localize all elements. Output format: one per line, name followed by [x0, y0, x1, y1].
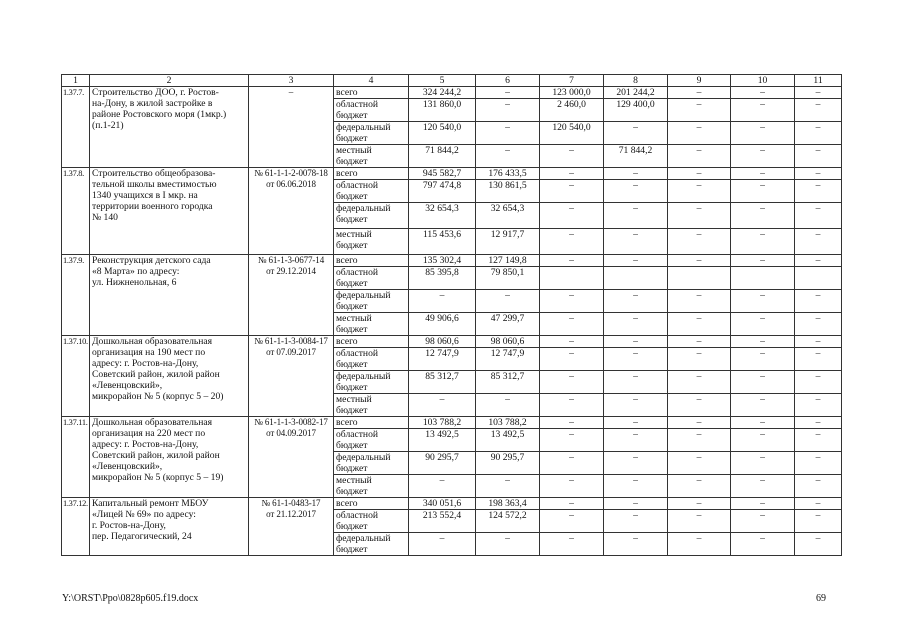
amount-cell: –	[668, 122, 731, 145]
amount-cell: –	[668, 313, 731, 336]
amount-cell: –	[795, 145, 842, 168]
amount-cell: 115 453,6	[409, 229, 476, 255]
amount-cell: –	[604, 122, 668, 145]
column-number-header: 4	[334, 75, 409, 87]
funding-source: местный бюджет	[334, 475, 409, 498]
page-number: 69	[816, 593, 826, 604]
amount-cell: –	[795, 122, 842, 145]
amount-cell: –	[731, 498, 795, 510]
funding-source: местный бюджет	[334, 313, 409, 336]
amount-cell: –	[795, 417, 842, 429]
item-number: 1.37.10.	[62, 336, 90, 417]
amount-cell: –	[795, 255, 842, 267]
amount-cell: 12 917,7	[476, 229, 540, 255]
amount-cell: –	[668, 394, 731, 417]
amount-cell: –	[409, 533, 476, 556]
amount-cell: –	[795, 313, 842, 336]
amount-cell: 201 244,2	[604, 87, 668, 99]
amount-cell: –	[668, 371, 731, 394]
item-number: 1.37.7.	[62, 87, 90, 168]
amount-cell: –	[795, 475, 842, 498]
column-number-header: 5	[409, 75, 476, 87]
amount-cell: –	[604, 452, 668, 475]
amount-cell: 123 000,0	[540, 87, 604, 99]
amount-cell: –	[540, 229, 604, 255]
amount-cell: –	[668, 348, 731, 371]
amount-cell: –	[540, 371, 604, 394]
amount-cell: 85 312,7	[476, 371, 540, 394]
amount-cell: –	[668, 498, 731, 510]
column-number-header: 11	[795, 75, 842, 87]
amount-cell: –	[731, 145, 795, 168]
amount-cell: –	[795, 394, 842, 417]
object-name: Капитальный ремонт МБОУ «Лицей № 69» по адресу: г. Ростов-на-Дону, пер. Педагогический, 24	[90, 498, 249, 556]
amount-cell: –	[476, 394, 540, 417]
amount-cell: –	[476, 290, 540, 313]
amount-cell: 124 572,2	[476, 510, 540, 533]
table-row	[62, 168, 842, 180]
amount-cell: –	[795, 498, 842, 510]
table-row	[62, 417, 842, 429]
amount-cell: 176 433,5	[476, 168, 540, 180]
amount-cell: –	[795, 203, 842, 229]
amount-cell: –	[731, 348, 795, 371]
amount-cell: –	[476, 145, 540, 168]
amount-cell: 2 460,0	[540, 99, 604, 122]
amount-cell: 120 540,0	[540, 122, 604, 145]
amount-cell: –	[540, 533, 604, 556]
amount-cell: 98 060,6	[476, 336, 540, 348]
registration-number: № 61-1-0483-17 от 21.12.2017	[249, 498, 334, 556]
amount-cell: –	[476, 122, 540, 145]
footer-file-path: Y:\ORST\Ppo\0828p605.f19.docx	[62, 593, 199, 604]
funding-source: федеральный бюджет	[334, 452, 409, 475]
amount-cell: –	[604, 371, 668, 394]
funding-source: областной бюджет	[334, 348, 409, 371]
amount-cell: –	[668, 99, 731, 122]
amount-cell: 131 860,0	[409, 99, 476, 122]
amount-cell: –	[604, 229, 668, 255]
amount-cell: –	[795, 168, 842, 180]
funding-source: всего	[334, 87, 409, 99]
funding-source: федеральный бюджет	[334, 533, 409, 556]
amount-cell: –	[476, 99, 540, 122]
amount-cell: –	[540, 429, 604, 452]
amount-cell: –	[540, 475, 604, 498]
amount-cell: –	[540, 145, 604, 168]
funding-source: федеральный бюджет	[334, 203, 409, 229]
amount-cell: 127 149,8	[476, 255, 540, 267]
object-name: Строительство общеобразова- тельной школы вместимостью 1340 учащихся в I мкр. на территории военного городка № 140	[90, 168, 249, 255]
amount-cell: –	[604, 255, 668, 267]
amount-cell: –	[604, 203, 668, 229]
amount-cell: –	[668, 87, 731, 99]
amount-cell: 129 400,0	[604, 99, 668, 122]
amount-cell: –	[668, 452, 731, 475]
funding-source: областной бюджет	[334, 99, 409, 122]
amount-cell: –	[731, 336, 795, 348]
amount-cell: –	[409, 290, 476, 313]
funding-source: всего	[334, 255, 409, 267]
amount-cell: 32 654,3	[476, 203, 540, 229]
amount-cell: –	[540, 394, 604, 417]
amount-cell: –	[604, 313, 668, 336]
amount-cell: –	[795, 87, 842, 99]
amount-cell: 79 850,1	[476, 267, 540, 290]
amount-cell: –	[795, 348, 842, 371]
amount-cell: –	[731, 122, 795, 145]
amount-cell: 71 844,2	[604, 145, 668, 168]
registration-number: № 61-1-1-2-0078-18 от 06.06.2018	[249, 168, 334, 255]
amount-cell: –	[795, 452, 842, 475]
amount-cell: 90 295,7	[476, 452, 540, 475]
amount-cell: 12 747,9	[476, 348, 540, 371]
amount-cell: –	[731, 313, 795, 336]
amount-cell: –	[540, 452, 604, 475]
amount-cell: –	[731, 255, 795, 267]
amount-cell: 71 844,2	[409, 145, 476, 168]
amount-cell: –	[731, 168, 795, 180]
amount-cell: –	[540, 336, 604, 348]
funding-source: всего	[334, 336, 409, 348]
registration-number: № 61-1-1-3-0084-17 от 07.09.2017	[249, 336, 334, 417]
funding-source: всего	[334, 417, 409, 429]
amount-cell: –	[476, 475, 540, 498]
table-row	[62, 87, 842, 99]
object-name: Реконструкция детского сада «8 Марта» по адресу: ул. Нижненольная, 6	[90, 255, 249, 336]
column-number-header: 1	[62, 75, 90, 87]
amount-cell: 90 295,7	[409, 452, 476, 475]
amount-cell: –	[668, 229, 731, 255]
amount-cell: –	[604, 336, 668, 348]
amount-cell: –	[731, 229, 795, 255]
amount-cell: –	[668, 417, 731, 429]
amount-cell: –	[731, 510, 795, 533]
object-name: Строительство ДОО, г. Ростов- на-Дону, в жилой застройке в районе Ростовского моря (1мкр.) (п.1-21)	[90, 87, 249, 168]
amount-cell: –	[668, 168, 731, 180]
amount-cell: –	[668, 180, 731, 203]
amount-cell: –	[604, 417, 668, 429]
amount-cell: –	[668, 429, 731, 452]
amount-cell: 324 244,2	[409, 87, 476, 99]
amount-cell: –	[409, 394, 476, 417]
amount-cell: –	[668, 533, 731, 556]
amount-cell: –	[731, 452, 795, 475]
amount-cell: –	[540, 290, 604, 313]
amount-cell: –	[731, 203, 795, 229]
amount-cell: –	[540, 313, 604, 336]
amount-cell: –	[668, 255, 731, 267]
amount-cell	[604, 267, 668, 290]
amount-cell: –	[795, 180, 842, 203]
funding-source: всего	[334, 498, 409, 510]
amount-cell: 103 788,2	[409, 417, 476, 429]
amount-cell: –	[604, 533, 668, 556]
amount-cell: –	[604, 475, 668, 498]
amount-cell: –	[731, 533, 795, 556]
amount-cell: –	[731, 180, 795, 203]
amount-cell: –	[604, 290, 668, 313]
amount-cell: –	[668, 336, 731, 348]
amount-cell: –	[540, 203, 604, 229]
amount-cell: 32 654,3	[409, 203, 476, 229]
amount-cell: –	[604, 429, 668, 452]
amount-cell: 13 492,5	[476, 429, 540, 452]
amount-cell: –	[540, 498, 604, 510]
amount-cell: –	[731, 290, 795, 313]
amount-cell: –	[540, 255, 604, 267]
amount-cell: –	[476, 533, 540, 556]
amount-cell: –	[604, 348, 668, 371]
amount-cell: 130 861,5	[476, 180, 540, 203]
amount-cell: –	[731, 394, 795, 417]
amount-cell: –	[795, 99, 842, 122]
amount-cell: –	[668, 290, 731, 313]
amount-cell: 98 060,6	[409, 336, 476, 348]
amount-cell: –	[668, 203, 731, 229]
registration-number: № 61-1-1-3-0082-17 от 04.09.2017	[249, 417, 334, 498]
amount-cell: –	[795, 533, 842, 556]
amount-cell: –	[795, 510, 842, 533]
amount-cell: –	[668, 145, 731, 168]
funding-source: областной бюджет	[334, 267, 409, 290]
amount-cell: –	[795, 371, 842, 394]
column-number-header: 10	[731, 75, 795, 87]
amount-cell: –	[476, 87, 540, 99]
item-number: 1.37.8.	[62, 168, 90, 255]
amount-cell: –	[604, 180, 668, 203]
amount-cell	[795, 267, 842, 290]
amount-cell: 47 299,7	[476, 313, 540, 336]
registration-number: № 61-1-3-0677-14 от 29.12.2014	[249, 255, 334, 336]
amount-cell: –	[604, 510, 668, 533]
funding-source: областной бюджет	[334, 510, 409, 533]
table-header-row	[62, 75, 842, 87]
budget-table	[61, 74, 842, 556]
item-number: 1.37.9.	[62, 255, 90, 336]
object-name: Дошкольная образовательная организация на 220 мест по адресу: г. Ростов-на-Дону, Советский район, жилой район «Левенцовский», микрорайон № 5 (корпус 5 – 19)	[90, 417, 249, 498]
amount-cell: 797 474,8	[409, 180, 476, 203]
amount-cell: 213 552,4	[409, 510, 476, 533]
funding-source: местный бюджет	[334, 145, 409, 168]
amount-cell: –	[731, 475, 795, 498]
column-number-header: 9	[668, 75, 731, 87]
amount-cell	[668, 267, 731, 290]
amount-cell: 120 540,0	[409, 122, 476, 145]
amount-cell: –	[731, 429, 795, 452]
funding-source: федеральный бюджет	[334, 371, 409, 394]
registration-number: –	[249, 87, 334, 168]
column-number-header: 2	[90, 75, 249, 87]
amount-cell: –	[604, 394, 668, 417]
amount-cell: 85 312,7	[409, 371, 476, 394]
amount-cell: 13 492,5	[409, 429, 476, 452]
amount-cell: –	[731, 99, 795, 122]
amount-cell: –	[540, 510, 604, 533]
item-number: 1.37.12.	[62, 498, 90, 556]
amount-cell: –	[604, 168, 668, 180]
amount-cell: –	[409, 475, 476, 498]
amount-cell: –	[540, 348, 604, 371]
amount-cell: –	[540, 180, 604, 203]
table-row	[62, 336, 842, 348]
column-number-header: 6	[476, 75, 540, 87]
amount-cell: –	[604, 498, 668, 510]
amount-cell: 103 788,2	[476, 417, 540, 429]
amount-cell: –	[731, 87, 795, 99]
amount-cell: –	[668, 510, 731, 533]
column-number-header: 7	[540, 75, 604, 87]
funding-source: областной бюджет	[334, 180, 409, 203]
funding-source: местный бюджет	[334, 394, 409, 417]
amount-cell: 340 051,6	[409, 498, 476, 510]
funding-source: федеральный бюджет	[334, 290, 409, 313]
amount-cell: –	[795, 336, 842, 348]
amount-cell: –	[795, 229, 842, 255]
table-row	[62, 498, 842, 510]
object-name: Дошкольная образовательная организация на 190 мест по адресу: г. Ростов-на-Дону, Советский район, жилой район «Левенцовский», микрорайон № 5 (корпус 5 – 20)	[90, 336, 249, 417]
amount-cell: 198 363,4	[476, 498, 540, 510]
column-number-header: 8	[604, 75, 668, 87]
amount-cell: –	[540, 417, 604, 429]
amount-cell: 49 906,6	[409, 313, 476, 336]
amount-cell: –	[731, 417, 795, 429]
amount-cell: 945 582,7	[409, 168, 476, 180]
column-number-header: 3	[249, 75, 334, 87]
amount-cell	[731, 267, 795, 290]
amount-cell: –	[795, 290, 842, 313]
amount-cell	[540, 267, 604, 290]
funding-source: федеральный бюджет	[334, 122, 409, 145]
amount-cell: –	[731, 371, 795, 394]
table-row	[62, 255, 842, 267]
funding-source: местный бюджет	[334, 229, 409, 255]
item-number: 1.37.11.	[62, 417, 90, 498]
amount-cell: 135 302,4	[409, 255, 476, 267]
amount-cell: –	[795, 429, 842, 452]
funding-source: всего	[334, 168, 409, 180]
funding-source: областной бюджет	[334, 429, 409, 452]
amount-cell: 12 747,9	[409, 348, 476, 371]
amount-cell: 85 395,8	[409, 267, 476, 290]
amount-cell: –	[540, 168, 604, 180]
amount-cell: –	[668, 475, 731, 498]
